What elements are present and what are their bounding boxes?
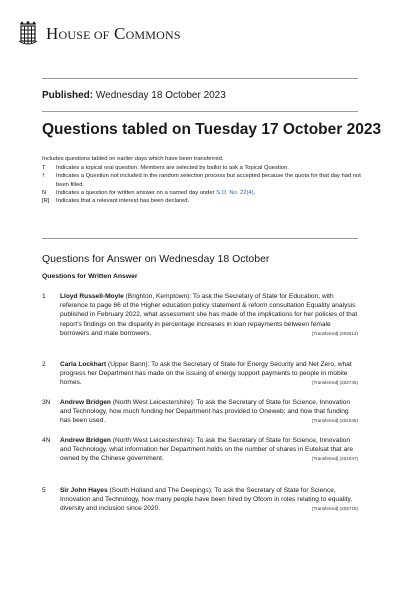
legend-text: Indicates a question for written answer on a named day under S.O. No. 22(4). xyxy=(56,189,256,196)
subsection-title: Questions for Written Answer xyxy=(42,273,138,280)
member-name: Andrew Bridgen xyxy=(60,399,111,406)
section-title: Questions for Answer on Wednesday 18 October xyxy=(42,253,270,265)
question-item xyxy=(42,398,358,426)
question-item xyxy=(42,292,358,338)
legend-item-topical xyxy=(42,164,362,172)
published-label: Published: xyxy=(42,90,94,101)
question-tag: [Transferred] (202612) xyxy=(312,330,358,336)
house-name: HOUSE OF COMMONS xyxy=(46,24,181,43)
page-title: Questions tabled on Tuesday 17 October 2023 xyxy=(42,121,382,138)
question-item xyxy=(42,360,358,388)
divider-section xyxy=(42,238,358,239)
divider-top xyxy=(42,78,358,79)
legend-text: Indicates a topical oral question. Members are selected by ballot to ask a Topical Question. xyxy=(56,165,289,171)
question-number: 4N xyxy=(42,437,51,444)
question-number: 1 xyxy=(42,293,46,300)
question-text: (North West Leicestershire): To ask the Secretary of State for Science, Innovation and Technology, how much funding her Department has provided to Oneweb; and how that funding has been used. xyxy=(60,399,350,425)
question-number: 5 xyxy=(42,487,46,494)
legend-item-interest xyxy=(42,197,362,205)
question-tag: [Transferred] (201046) xyxy=(312,418,358,424)
question-text: (Upper Bann): To ask the Secretary of State for Energy Security and Net Zero, what progress her Department has made on the issuing of energy support payments to people in mobile homes. xyxy=(60,361,352,387)
question-text: (North West Leicestershire): To ask the Secretary of State for Science, Innovation and Technology, what information her Department holds on the number of shares in Eutelsat that are owned by the Chinese government. xyxy=(60,437,353,463)
legend xyxy=(42,164,362,205)
legend-symbol: N xyxy=(42,189,47,196)
question-number: 3N xyxy=(42,399,51,406)
legend-symbol: [R] xyxy=(42,198,50,205)
legend-text: Indicates that a relevant interest has been declared. xyxy=(56,198,190,205)
question-item xyxy=(42,436,358,464)
question-text: (Brighton, Kemptown): To ask the Secretary of State for Education, with reference to page 66 of the Higher education policy statement & reform consultation Equality analysis published in February 2022, what assessment she has made of the implications for her policies of that report's findings on the disparity in percentage increases in loan repayments between female borrowers and male borrowers. xyxy=(60,293,358,337)
legend-symbol: T xyxy=(42,165,46,171)
intro-text: Includes questions tabled on earlier days which have been transferred. xyxy=(42,156,224,162)
question-tag: [Transferred] (201047) xyxy=(312,456,358,462)
legend-item-named-day xyxy=(42,189,362,197)
question-text: (South Holland and The Deepings): To ask the Secretary of State for Science, Innovation and Technology, how many people have been hired by Ofcom in roles relating to equality, diversity and inclusion since 2020. xyxy=(60,487,353,513)
legend-symbol: † xyxy=(42,173,45,180)
question-number: 2 xyxy=(42,361,46,368)
divider-mid xyxy=(42,111,358,112)
published-date: Wednesday 18 October 2023 xyxy=(95,90,226,101)
legend-item-dagger xyxy=(42,172,362,189)
member-name: Carla Lockhart xyxy=(60,361,107,368)
member-name: Lloyd Russell-Moyle xyxy=(60,293,124,300)
question-tag: [Transferred] (202745) xyxy=(312,380,358,386)
page-header xyxy=(18,20,181,48)
member-name: Andrew Bridgen xyxy=(60,437,111,444)
question-item xyxy=(42,486,358,514)
portcullis-icon xyxy=(18,21,38,47)
standing-order-link[interactable]: S.O. No. 22(4) xyxy=(216,189,254,196)
question-tag: [Transferred] (202718) xyxy=(312,506,358,512)
legend-text: Indicates a Question not included in the random selection process but accepted because the quota for that day had not been filled. xyxy=(56,173,361,188)
member-name: Sir John Hayes xyxy=(60,487,108,494)
published-line xyxy=(42,90,226,101)
